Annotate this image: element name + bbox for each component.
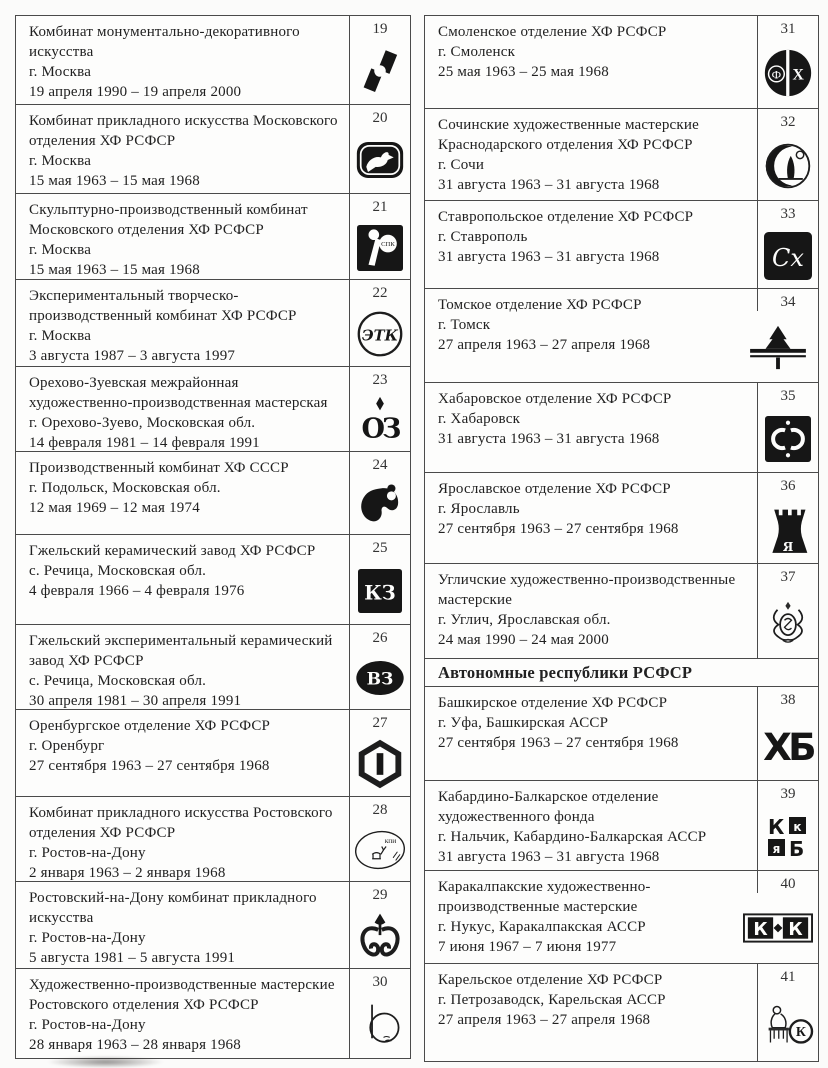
entry-number: 25 bbox=[372, 540, 388, 556]
entry-mark-cell bbox=[753, 871, 818, 963]
table-row bbox=[16, 535, 410, 625]
entry-number: 23 bbox=[372, 372, 388, 388]
folded-ribbon-mark-icon bbox=[357, 38, 403, 104]
deer-oval-mark-icon bbox=[353, 819, 407, 881]
vz-oval-mark-icon bbox=[355, 647, 405, 709]
entry-dates: 12 мая 1969 – 12 мая 1974 bbox=[29, 500, 200, 516]
entry-text-cell bbox=[425, 687, 757, 780]
entry-number: 26 bbox=[372, 630, 388, 646]
entry-title: Комбинат прикладного искусства Ростовского отделения ХФ РСФСР bbox=[29, 805, 333, 841]
ornament-square-mark-icon bbox=[765, 405, 811, 472]
entry-dates: 24 мая 1990 – 24 мая 2000 bbox=[438, 632, 609, 648]
entry-title: Комбинат монументально-декоративного искусства bbox=[29, 24, 300, 60]
entry-mark-cell bbox=[757, 16, 818, 108]
entry-text-cell bbox=[425, 289, 757, 382]
entry-number: 24 bbox=[372, 457, 388, 473]
entry-text-cell bbox=[425, 564, 757, 658]
entry-location: г. Ростов-на-Дону bbox=[29, 1017, 146, 1033]
entry-location: г. Москва bbox=[29, 328, 92, 344]
entry-title: Орехово-Зуевская межрайонная художественно-производственная мастерская bbox=[29, 375, 328, 411]
entry-title: Сочинские художественные мастерские Краснодарского отделения ХФ РСФСР bbox=[438, 117, 699, 153]
table-row bbox=[16, 280, 410, 367]
table-row bbox=[425, 109, 818, 201]
entry-location: г. Москва bbox=[29, 153, 92, 169]
entry-text-cell bbox=[425, 473, 757, 563]
entry-location: г. Хабаровск bbox=[438, 411, 521, 427]
entry-text-cell bbox=[425, 16, 757, 108]
entry-dates: 27 сентября 1963 – 27 сентября 1968 bbox=[438, 521, 679, 537]
hexagon-o-mark-icon bbox=[358, 732, 402, 796]
entry-location: г. Подольск, Московская обл. bbox=[29, 480, 221, 496]
entry-text-cell bbox=[16, 194, 349, 279]
entry-title: Смоленское отделение ХФ РСФСР bbox=[438, 24, 667, 40]
entry-text-cell bbox=[16, 969, 349, 1058]
table-row bbox=[16, 105, 410, 194]
entry-mark-cell bbox=[349, 16, 410, 104]
entry-location: г. Петрозаводск, Карельская АССР bbox=[438, 992, 666, 1008]
entry-dates: 4 февраля 1966 – 4 февраля 1976 bbox=[29, 583, 245, 599]
entry-dates: 31 августа 1963 – 31 августа 1968 bbox=[438, 177, 660, 193]
entry-location: г. Москва bbox=[29, 242, 92, 258]
entry-dates: 30 апреля 1981 – 30 апреля 1991 bbox=[29, 693, 242, 709]
svg-text:К: К bbox=[795, 1023, 806, 1039]
fir-tree-mark-icon bbox=[744, 311, 812, 382]
entry-title: Производственный комбинат ХФ СССР bbox=[29, 460, 289, 476]
entry-number: 34 bbox=[780, 294, 796, 310]
entry-mark-cell bbox=[349, 969, 410, 1058]
entry-location: г. Нальчик, Кабардино-Балкарская АССР bbox=[438, 829, 707, 845]
svg-text:Б: Б bbox=[789, 836, 805, 859]
section-header-label: Автономные республики РСФСР bbox=[438, 663, 693, 682]
entry-location: г. Углич, Ярославская обл. bbox=[438, 612, 611, 628]
entry-number: 38 bbox=[780, 692, 796, 708]
svg-text:к: к bbox=[793, 819, 802, 834]
table-row bbox=[16, 625, 410, 710]
entry-number: 29 bbox=[372, 887, 388, 903]
entry-mark-cell bbox=[349, 625, 410, 709]
entry-dates: 19 апреля 1990 – 19 апреля 2000 bbox=[29, 84, 242, 100]
entry-text-cell bbox=[425, 964, 757, 1061]
entry-mark-cell bbox=[757, 383, 818, 472]
entry-number: 32 bbox=[780, 114, 796, 130]
tower-ya-mark-icon bbox=[765, 495, 811, 563]
sh-script-square-mark-icon bbox=[764, 223, 812, 288]
entry-title: Гжельский керамический завод ХФ РСФСР bbox=[29, 543, 316, 559]
entry-mark-cell bbox=[349, 194, 410, 279]
entry-number: 22 bbox=[372, 285, 388, 301]
entry-dates: 7 июня 1967 – 7 июня 1977 bbox=[438, 939, 617, 955]
oz-ornate-monogram-mark-icon bbox=[355, 389, 405, 451]
table-row bbox=[425, 383, 818, 473]
entry-number: 28 bbox=[372, 802, 388, 818]
entry-number: 41 bbox=[780, 969, 796, 985]
entry-dates: 28 января 1963 – 28 января 1968 bbox=[29, 1037, 241, 1053]
palette-mark-icon bbox=[357, 474, 403, 534]
entry-mark-cell bbox=[757, 473, 818, 563]
entry-dates: 3 августа 1987 – 3 августа 1997 bbox=[29, 348, 236, 364]
entry-title: Башкирское отделение ХФ РСФСР bbox=[438, 695, 668, 711]
entry-number: 37 bbox=[780, 569, 796, 585]
entry-mark-cell bbox=[349, 105, 410, 193]
table-row bbox=[16, 969, 410, 1058]
svg-text:ХБ: ХБ bbox=[763, 724, 813, 769]
sculptor-tools-mark-icon bbox=[357, 216, 403, 279]
section-header bbox=[425, 659, 818, 687]
kb-block-monogram-mark-icon bbox=[766, 803, 810, 870]
entry-title: Томское отделение ХФ РСФСР bbox=[438, 297, 642, 313]
table-row bbox=[425, 16, 818, 109]
svg-text:К: К bbox=[753, 919, 768, 940]
entry-location: г. Ростов-на-Дону bbox=[29, 930, 146, 946]
entry-number: 40 bbox=[780, 876, 796, 892]
entry-title: Оренбургское отделение ХФ РСФСР bbox=[29, 718, 271, 734]
entry-title: Кабардино-Балкарское отделение художественного фонда bbox=[438, 789, 659, 825]
entry-title: Ставропольское отделение ХФ РСФСР bbox=[438, 209, 694, 225]
entry-text-cell bbox=[16, 882, 349, 968]
hb-monogram-mark-icon bbox=[760, 709, 816, 780]
table-row bbox=[16, 367, 410, 452]
entry-title: Скульптурно-производственный комбинат Московского отделения ХФ РСФСР bbox=[29, 202, 308, 238]
table-row bbox=[425, 781, 818, 871]
table-row bbox=[425, 473, 818, 564]
entry-dates: 31 августа 1963 – 31 августа 1968 bbox=[438, 431, 660, 447]
entry-text-cell bbox=[16, 16, 349, 104]
etk-monogram-circle-mark-icon bbox=[356, 302, 404, 366]
svg-text:К: К bbox=[788, 919, 803, 940]
table-row bbox=[425, 871, 818, 964]
entry-text-cell bbox=[16, 367, 349, 451]
entry-number: 27 bbox=[372, 715, 388, 731]
entry-mark-cell bbox=[349, 797, 410, 881]
uglich-crest-mark-icon bbox=[767, 586, 809, 658]
table-row bbox=[425, 564, 818, 659]
entry-dates: 31 августа 1963 – 31 августа 1968 bbox=[438, 249, 660, 265]
entry-text-cell bbox=[425, 383, 757, 472]
table-row bbox=[425, 964, 818, 1061]
entry-text-cell bbox=[425, 871, 757, 963]
entry-mark-cell bbox=[349, 710, 410, 796]
fh-disc-mark-icon bbox=[763, 38, 813, 108]
marks-table-right bbox=[424, 15, 819, 1062]
svg-text:ОЗ: ОЗ bbox=[361, 413, 399, 445]
entry-title: Ростовский-на-Дону комбинат прикладного искусства bbox=[29, 890, 317, 926]
entry-location: г. Смоленск bbox=[438, 44, 516, 60]
table-row bbox=[16, 194, 410, 280]
svg-text:кпи: кпи bbox=[384, 836, 397, 846]
svg-text:Я: Я bbox=[782, 540, 794, 555]
svg-text:Ф: Ф bbox=[771, 67, 782, 82]
entry-location: г. Уфа, Башкирская АССР bbox=[438, 715, 609, 731]
svg-text:Сх: Сх bbox=[772, 243, 804, 272]
entry-mark-cell bbox=[757, 964, 818, 1061]
entry-number: 36 bbox=[780, 478, 796, 494]
entry-text-cell bbox=[425, 201, 757, 288]
kz-square-mark-icon bbox=[358, 557, 402, 624]
entry-dates: 5 августа 1981 – 5 августа 1991 bbox=[29, 950, 236, 966]
entry-location: г. Ставрополь bbox=[438, 229, 528, 245]
entry-location: г. Орехово-Зуево, Московская обл. bbox=[29, 415, 256, 431]
table-row bbox=[425, 289, 818, 383]
table-row bbox=[16, 797, 410, 882]
entry-mark-cell bbox=[757, 289, 818, 382]
entry-mark-cell bbox=[349, 882, 410, 968]
entry-mark-cell bbox=[349, 452, 410, 534]
table-row bbox=[16, 16, 410, 105]
marks-table-left bbox=[15, 15, 411, 1059]
entry-dates: 14 февраля 1981 – 14 февраля 1991 bbox=[29, 435, 260, 451]
entry-number: 31 bbox=[780, 21, 796, 37]
entry-location: г. Оренбург bbox=[29, 738, 105, 754]
sea-cypress-sun-mark-icon bbox=[763, 131, 813, 200]
entry-location: г. Сочи bbox=[438, 157, 485, 173]
entry-dates: 31 августа 1963 – 31 августа 1968 bbox=[438, 849, 660, 865]
entry-title: Комбинат прикладного искусства Московского отделения ХФ РСФСР bbox=[29, 113, 338, 149]
svg-text:ВЗ: ВЗ bbox=[366, 669, 394, 690]
svg-text:Х: Х bbox=[792, 66, 804, 84]
entry-text-cell bbox=[16, 535, 349, 624]
svg-text:СПК: СПК bbox=[381, 240, 395, 248]
entry-mark-cell bbox=[349, 535, 410, 624]
entry-location: г. Нукус, Каракалпакская АССР bbox=[438, 919, 646, 935]
entry-location: с. Речица, Московская обл. bbox=[29, 563, 207, 579]
svg-text:К: К bbox=[768, 814, 785, 839]
entry-dates: 15 мая 1963 – 15 мая 1968 bbox=[29, 173, 200, 189]
entry-title: Ярославское отделение ХФ РСФСР bbox=[438, 481, 671, 497]
f-circle-mark-icon bbox=[357, 991, 403, 1058]
entry-text-cell bbox=[425, 781, 757, 870]
entry-mark-cell bbox=[757, 564, 818, 658]
weaver-k-mark-icon bbox=[762, 986, 814, 1061]
svg-text:КЗ: КЗ bbox=[364, 580, 396, 604]
entry-text-cell bbox=[425, 109, 757, 200]
entry-text-cell bbox=[16, 710, 349, 796]
entry-number: 39 bbox=[780, 786, 796, 802]
entry-text-cell bbox=[16, 452, 349, 534]
entry-number: 20 bbox=[372, 110, 388, 126]
entry-mark-cell bbox=[349, 280, 410, 366]
entry-mark-cell bbox=[757, 201, 818, 288]
entry-number: 21 bbox=[372, 199, 388, 215]
entry-dates: 2 января 1963 – 2 января 1968 bbox=[29, 865, 226, 881]
entry-mark-cell bbox=[757, 781, 818, 870]
entry-dates: 27 сентября 1963 – 27 сентября 1968 bbox=[438, 735, 679, 751]
entry-title: Угличские художественно-производственные мастерские bbox=[438, 572, 736, 608]
entry-location: г. Ростов-на-Дону bbox=[29, 845, 146, 861]
entry-dates: 27 сентября 1963 – 27 сентября 1968 bbox=[29, 758, 270, 774]
entry-text-cell bbox=[16, 625, 349, 709]
k-k-rect-mark-icon bbox=[741, 893, 815, 963]
entry-location: г. Ярославль bbox=[438, 501, 520, 517]
entry-location: г. Томск bbox=[438, 317, 491, 333]
entry-mark-cell bbox=[349, 367, 410, 451]
entry-number: 19 bbox=[372, 21, 388, 37]
entry-title: Художественно-производственные мастерские Ростовского отделения ХФ РСФСР bbox=[29, 977, 335, 1013]
entry-text-cell bbox=[16, 105, 349, 193]
entry-dates: 25 мая 1963 – 25 мая 1968 bbox=[438, 64, 609, 80]
entry-number: 33 bbox=[780, 206, 796, 222]
svg-text:ЭТК: ЭТК bbox=[361, 327, 399, 345]
entry-title: Карельское отделение ХФ РСФСР bbox=[438, 972, 663, 988]
entry-location: г. Москва bbox=[29, 64, 92, 80]
entry-mark-cell bbox=[757, 109, 818, 200]
entry-mark-cell bbox=[757, 687, 818, 780]
entry-number: 35 bbox=[780, 388, 796, 404]
entry-text-cell bbox=[16, 280, 349, 366]
table-row bbox=[16, 452, 410, 535]
dove-in-frame-mark-icon bbox=[356, 127, 404, 193]
floral-ornament-mark-icon bbox=[356, 904, 404, 968]
table-row bbox=[16, 882, 410, 969]
entry-dates: 27 апреля 1963 – 27 апреля 1968 bbox=[438, 1012, 651, 1028]
entry-title: Хабаровское отделение ХФ РСФСР bbox=[438, 391, 672, 407]
entry-dates: 15 мая 1963 – 15 мая 1968 bbox=[29, 262, 200, 278]
entry-title: Экспериментальный творческо-производственный комбинат ХФ РСФСР bbox=[29, 288, 297, 324]
entry-location: с. Речица, Московская обл. bbox=[29, 673, 207, 689]
table-row bbox=[425, 201, 818, 289]
entry-text-cell bbox=[16, 797, 349, 881]
table-row bbox=[16, 710, 410, 797]
svg-text:я: я bbox=[772, 841, 781, 856]
entry-number: 30 bbox=[372, 974, 388, 990]
table-row bbox=[425, 687, 818, 781]
entry-dates: 27 апреля 1963 – 27 апреля 1968 bbox=[438, 337, 651, 353]
entry-title: Каракалпакские художественно-производственные мастерские bbox=[438, 879, 651, 915]
entry-title: Гжельский экспериментальный керамический завод ХФ РСФСР bbox=[29, 633, 333, 669]
